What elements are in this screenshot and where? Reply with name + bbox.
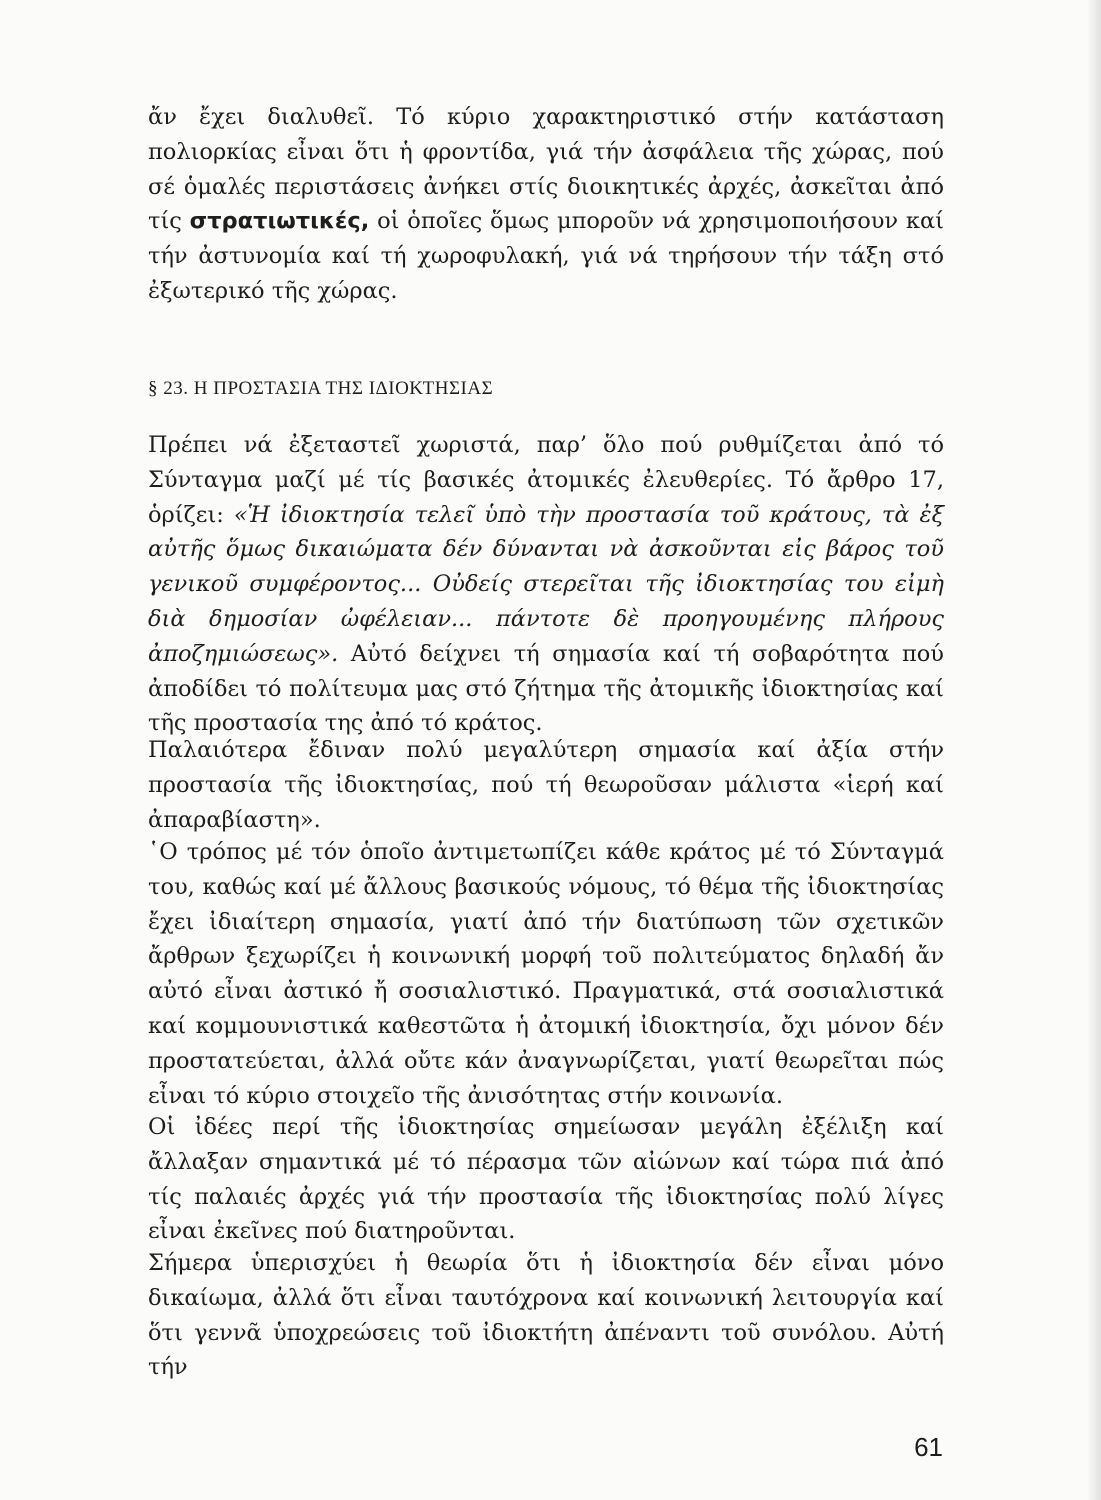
constitution-quote: «Ἡ ἰδιοκτησία τελεῖ ὑπὸ τὴν προστασία τοῦ κράτους, τὰ ἐξ αὐτῆς ὅμως δικαιώματα δέν δύνανται νὰ ἀσκοῦνται εἰς βάρος τοῦ γενικοῦ συμφέροντος... Οὐδείς στερεῖται τῆς ἰδιοκτησίας του εἰμὴ διὰ δημοσίαν ὠφέλειαν... πάντοτε δὲ προηγουμένης πλήρους ἀποζημιώσεως».	[148, 501, 944, 667]
paragraph-4: ῾Ο τρόπος μέ τόν ὁποῖο ἀντιμετωπίζει κάθε κράτος μέ τό Σύνταγμά του, καθώς καί μέ ἄλλους βασικούς νόμους, τό θέμα τῆς ἰδιοκτησίας ἔχει ἰδιαίτερη σημασία, γιατί ἀπό τήν διατύπωση τῶν σχετικῶν ἄρθρων ξεχωρίζει ἡ κοινωνική μορφή τοῦ πολιτεύματος δηλαδή ἄν αὐτό εἶναι ἀστικό ἤ σοσιαλιστικό. Πραγματικά, στά σοσιαλιστικά καί κομμουνιστικά καθεστῶτα ἡ ἀτομική ἰδιοκτησία, ὄχι μόνον δέν προστατεύεται, ἀλλά οὔτε κάν ἀναγνωρίζεται, γιατί θεωρεῖται πώς εἶναι τό κύριο στοιχεῖο τῆς ἀνισότητας στήν κοινωνία.	[148, 839, 944, 1109]
paragraph-2-intro: Πρέπει νά ἐξεταστεῖ χωριστά, παρ’ ὅλο πού ρυθμίζεται ἀπό τό Σύνταγμα μαζί μέ τίς βασικές ἀτομικές ἐλευθερίες. Τό ἄρθρο 17, ὁρίζει:	[148, 432, 944, 528]
paragraph-2	[148, 428, 944, 741]
paragraph-1-text: ἄν ἔχει διαλυθεῖ. Τό κύριο χαρακτηριστικό στήν κατάσταση πολιορκίας εἶναι ὅτι ἡ φροντίδα, γιά τήν ἀσφάλεια τῆς χώρας, πού σέ ὁμαλές περιστάσεις ἀνήκει στίς διοικητικές ἀρχές, ἀσκεῖται ἀπό τίς	[148, 104, 944, 235]
page-number: 61	[914, 1432, 943, 1462]
paragraph-1	[148, 100, 944, 309]
bold-term: στρατιωτικές,	[189, 208, 370, 235]
paragraph-2-outro: Αὐτό δείχνει τή σημασία καί τή σοβαρότητα πού ἀποδίδει τό πολίτευμα μας στό ζήτημα τῆς ἀτομικῆς ἰδιοκτησίας καί τῆς προστασία της ἀπό τό κράτος.	[148, 640, 944, 737]
paragraph-6: Σήμερα ὑπερισχύει ἡ θεωρία ὅτι ἡ ἰδιοκτησία δέν εἶναι μόνο δικαίωμα, ἀλλά ὅτι εἶναι ταυτόχρονα καί κοινωνική λειτουργία καί ὅτι γεννᾶ ὑποχρεώσεις τοῦ ἰδιοκτήτη ἀπέναντι τοῦ συνόλου. Αὐτή τήν	[148, 1250, 944, 1381]
paragraph-1-continuation: οἱ ὁποῖες ὅμως μποροῦν νά χρησιμοποιήσουν καί τήν ἀστυνομία καί τή χωροφυλακή, γιά νά τηρήσουν τήν τάξη στό ἐξωτερικό τῆς χώρας.	[148, 208, 944, 304]
section-heading: § 23. Η ΠΡΟΣΤΑΣΙΑ ΤΗΣ ΙΔΙΟΚΤΗΣΙΑΣ	[148, 378, 494, 399]
paragraph-5: Οἱ ἰδέες περί τῆς ἰδιοκτησίας σημείωσαν μεγάλη ἐξέλιξη καί ἄλλαξαν σημαντικά μέ τό πέρασμα τῶν αἰώνων καί τώρα πιά ἀπό τίς παλαιές ἀρχές γιά τήν προστασία τῆς ἰδιοκτησίας πολύ λίγες εἶναι ἐκεῖνες πού διατηροῦνται.	[148, 1114, 944, 1245]
paragraph-3: Παλαιότερα ἔδιναν πολύ μεγαλύτερη σημασία καί ἀξία στήν προστασία τῆς ἰδιοκτησίας, πού τή θεωροῦσαν μάλιστα «ἱερή καί ἀπαραβίαστη».	[148, 737, 944, 833]
